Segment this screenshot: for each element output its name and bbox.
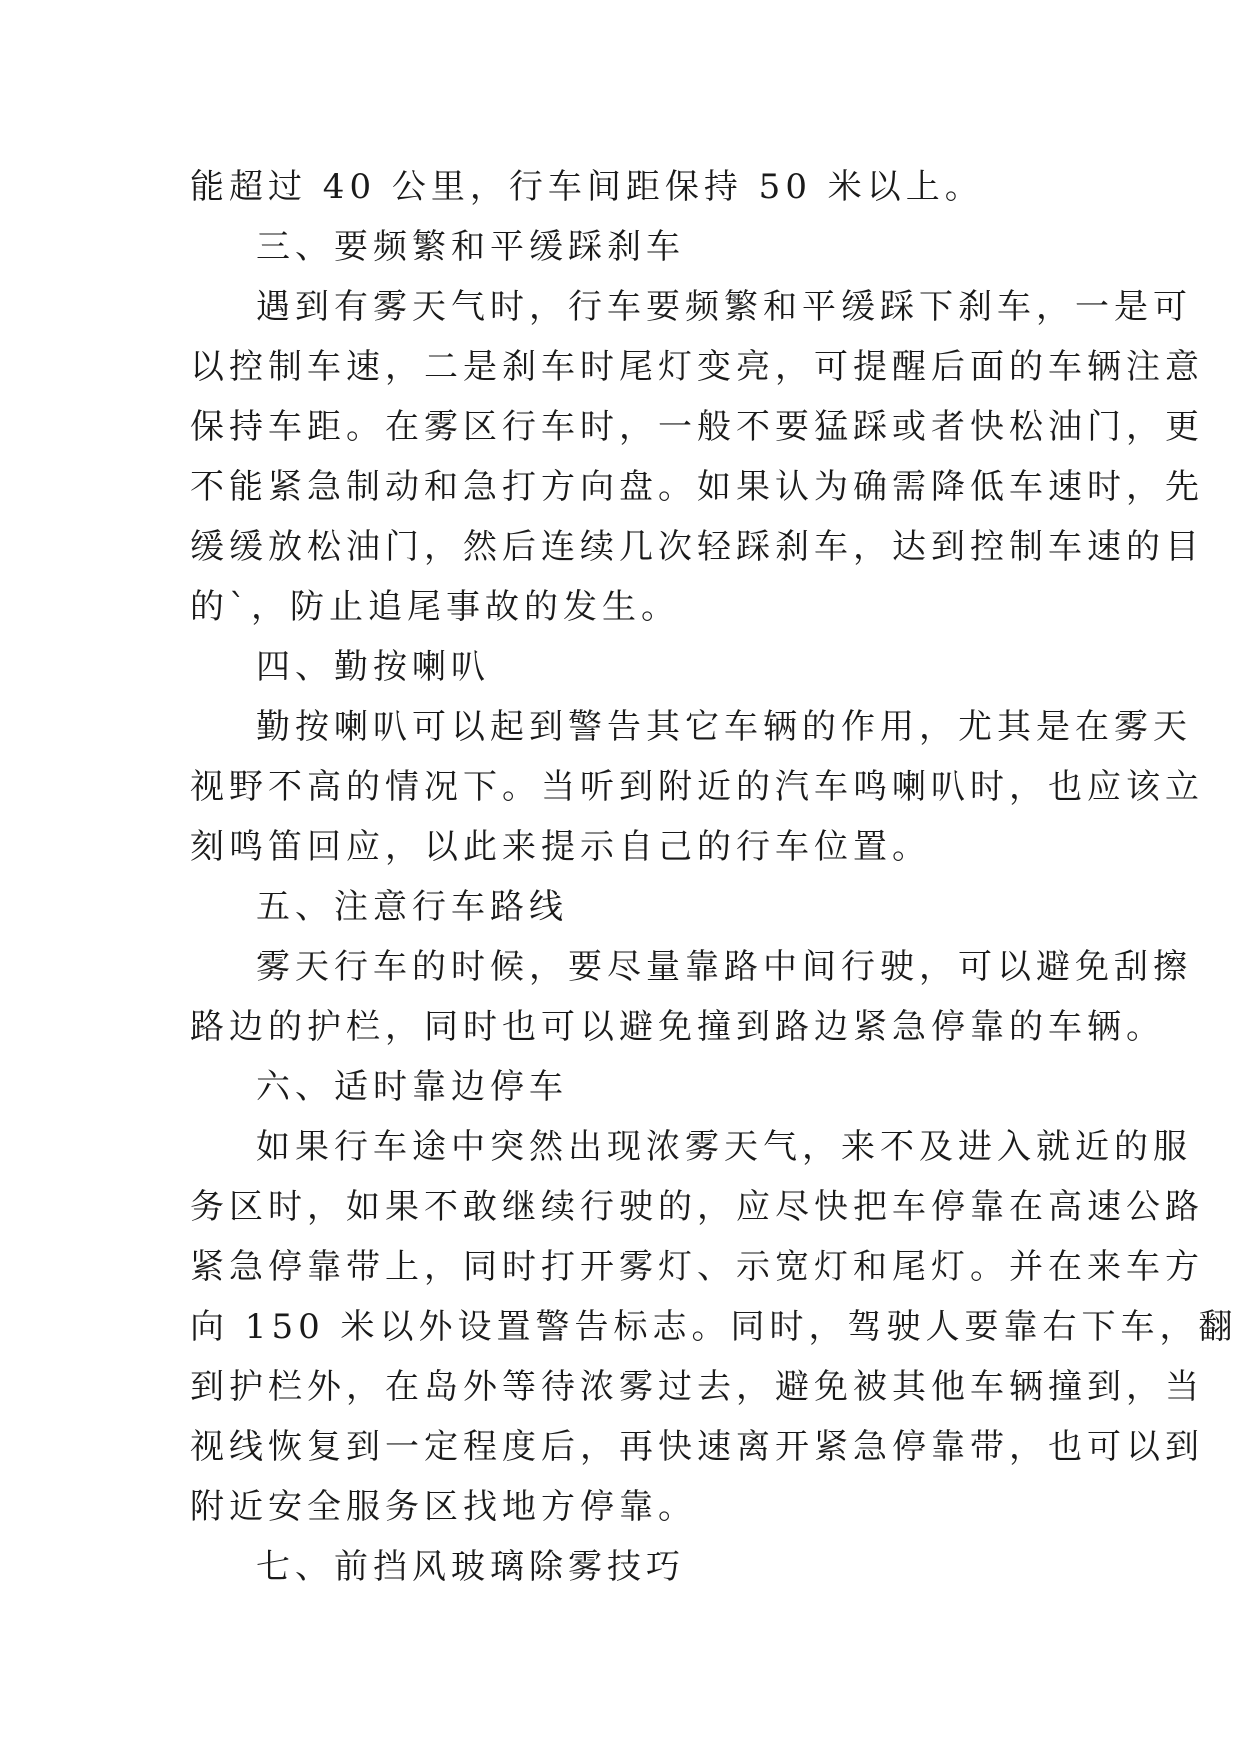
section-heading: 三、要频繁和平缓踩刹车 xyxy=(256,227,685,267)
body-text-line: 缓缓放松油门，然后连续几次轻踩刹车，达到控制车速的目 xyxy=(190,527,1204,567)
body-text-line: 以控制车速，二是刹车时尾灯变亮，可提醒后面的车辆注意 xyxy=(190,347,1204,387)
body-text-line: 如果行车途中突然出现浓雾天气，来不及进入就近的服 xyxy=(256,1127,1192,1167)
body-text-line: 不能紧急制动和急打方向盘。如果认为确需降低车速时，先 xyxy=(190,467,1204,507)
body-text-line: 紧急停靠带上，同时打开雾灯、示宽灯和尾灯。并在来车方 xyxy=(190,1247,1204,1287)
body-text-line: 刻鸣笛回应，以此来提示自己的行车位置。 xyxy=(190,827,931,867)
body-text-line: 向 150 米以外设置警告标志。同时，驾驶人要靠右下车，翻 xyxy=(190,1307,1238,1347)
body-text-line: 视野不高的情况下。当听到附近的汽车鸣喇叭时，也应该立 xyxy=(190,767,1204,807)
body-text-line: 的`，防止追尾事故的发生。 xyxy=(190,587,680,627)
body-text-line: 视线恢复到一定程度后，再快速离开紧急停靠带，也可以到 xyxy=(190,1427,1204,1467)
body-text-line: 保持车距。在雾区行车时，一般不要猛踩或者快松油门，更 xyxy=(190,407,1204,447)
section-heading: 六、适时靠边停车 xyxy=(256,1067,568,1107)
body-text-line: 雾天行车的时候，要尽量靠路中间行驶，可以避免刮擦 xyxy=(256,947,1192,987)
section-heading: 五、注意行车路线 xyxy=(256,887,568,927)
section-heading: 七、前挡风玻璃除雾技巧 xyxy=(256,1547,685,1587)
body-text-line: 到护栏外，在岛外等待浓雾过去，避免被其他车辆撞到，当 xyxy=(190,1367,1204,1407)
body-text-line: 勤按喇叭可以起到警告其它车辆的作用，尤其是在雾天 xyxy=(256,707,1192,747)
body-text-line: 能超过 40 公里，行车间距保持 50 米以上。 xyxy=(190,167,984,207)
body-text-line: 遇到有雾天气时，行车要频繁和平缓踩下刹车，一是可 xyxy=(256,287,1192,327)
body-text-line: 务区时，如果不敢继续行驶的，应尽快把车停靠在高速公路 xyxy=(190,1187,1204,1227)
section-heading: 四、勤按喇叭 xyxy=(256,647,490,687)
body-text-line: 附近安全服务区找地方停靠。 xyxy=(190,1487,697,1527)
body-text-line: 路边的护栏，同时也可以避免撞到路边紧急停靠的车辆。 xyxy=(190,1007,1165,1047)
